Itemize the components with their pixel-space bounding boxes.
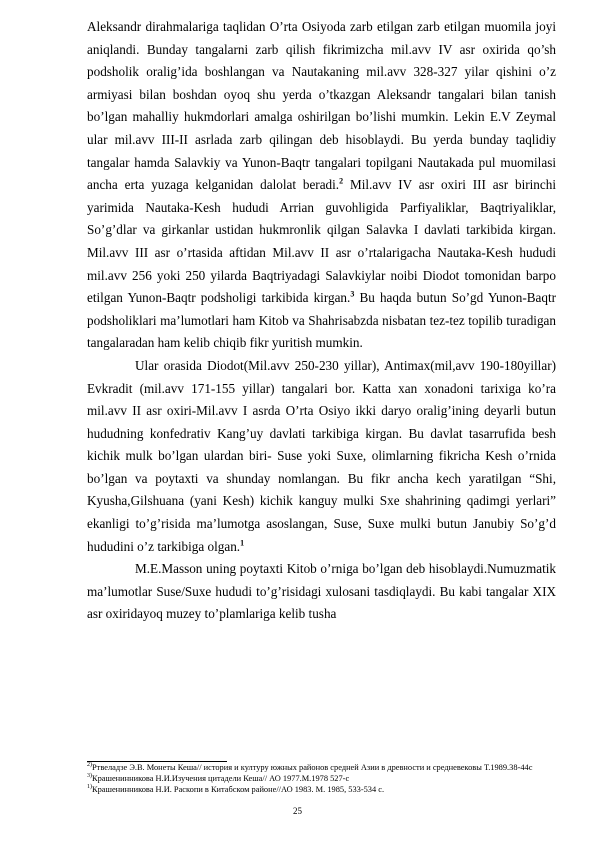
footnote-text: Крашенинникова Н.И. Раскопи в Китабском районе//АО 1983. М. 1985, 533-534 с. [92, 784, 385, 794]
footnote-separator [87, 761, 227, 762]
footnote-mark: 2) [87, 762, 92, 769]
footnote-ref-1[interactable]: 1 [240, 538, 245, 548]
paragraph-1 [87, 16, 556, 355]
footnote-mark: 3) [87, 773, 92, 779]
paragraph-3 [87, 558, 556, 626]
paragraph-2 [87, 355, 556, 558]
body-text [87, 16, 556, 626]
paragraph-1-text-b: Mil.avv IV asr oxiri III asr birinchi yarimida Nautaka-Kesh hududi Arrian guvohligida Parfiyaliklar, Baqtriyaliklar, So’g’dlar va girkanlar ustidan hukmronlik qilgan Salavka I davlati tarkibida kirgan. Mil.avv III asr o’rtasida aftidan Mil.avv II asr o’rtalarigacha Nautaka-Kesh hududi mil.avv 256 yoki 250 yilarda Baqtriyadagi Salavkiylar noibi Diodot tomonidan barpo etilgan Yunon-Baqtr podsholigi tarkibida kirgan. [87, 177, 557, 306]
footnote-item [87, 785, 556, 796]
footnote-text: Крашенинникова Н.И.Изучения цитадели Кеша// АО 1977.М.1978 527-с [92, 773, 350, 783]
footnote-item [87, 763, 556, 774]
paragraph-3-text: M.E.Masson uning poytaxti Kitob o’rniga bo’lgan deb hisoblaydi.Numuzmatik ma’lumotlar Suse/Suxe hududi to’g’risidagi xulosani tasdiqlaydi. Bu kabi tangalar XIX asr oxiridayoq muzey to’plamlariga kelib tusha [87, 561, 556, 622]
footnote-text: Ртвеладзе Э.В. Монеты Кеша// история и културу южных районов средней Азии в древности и средневековы Т.1989.38-44с [92, 763, 533, 772]
footnotes [87, 763, 556, 795]
footnote-mark: 1) [87, 783, 92, 790]
footnote-ref-2[interactable]: 2 [339, 176, 344, 186]
page-number: 25 [293, 806, 302, 816]
footnote-item [87, 774, 556, 785]
paragraph-1-text: Aleksandr dirahmalariga taqlidan O’rta Osiyoda zarb etilgan zarb etilgan muomila joyi aniqlandi. Bunday tangalarni zarb qilish fikrimizcha mil.avv IV asr oxirida qo’sh podsholik oralig’ida boshlangan va Nautakaning mil.avv 328-327 yilar qishini o’z armiyasi bilan boshdan oyoq shu yerda o’tkazgan Aleksandr tangalari bilan tanish bo’lgan mahalliy hukmdorlari amalga oshirilgan bo’lishi mumkin. Lekin E.V Zeymal ular mil.avv III-II asrlada zarb qilingan deb hisoblaydi. Bu yerda bunday taqlidiy tangalar hamda Salavkiy va Yunon-Baqtr tangalari topilgani Nautakada pul muomilasi ancha erta yuzaga kelganidan dalolat beradi. [87, 19, 556, 193]
paragraph-2-text: Ular orasida Diodot(Mil.avv 250-230 yillar), Antimax(mil,avv 190-180yillar) Evkradit (mil.avv 171-155 yillar) tangalari bor. Katta xan xonadoni tarixiga ko’ra mil.avv II asr oxiri-Mil.avv I asrda O’rta Osiyo ikki daryo oralig’ining deyarli butun hududning konfedrativ Kang’uy davlati tarkibiga kirgan. Bu davlat tasarrufida besh kichik mulk bo’lgan ulardan biri- Suse yoki Suxe, olimlarning fikricha Kesh o’rnida bo’lgan va poytaxti va shunday nomlangan. Bu fikr ancha kech yaratilgan “Shi, Kyusha,Gilshuana (yani Kesh) kichik kanguy mulki Sxe shahrining qadimgi yerlari” ekanligi to’g’risida ma’lumotga asoslangan, Suse, Suxe mulki butun Janubiy So’g’d hududini o’z tarkibiga olgan. [87, 357, 556, 554]
footnote-ref-3[interactable]: 3 [350, 289, 355, 299]
paragraph-1-text-c: Bu haqda butun So’gd Yunon-Baqtr podsholiklari ma’lumotlari ham Kitob va Shahrisabzda nisbatan tez-tez topilib turadigan tangalaradan ham kelib chiqib fikr yuritish mumkin. [87, 290, 557, 351]
